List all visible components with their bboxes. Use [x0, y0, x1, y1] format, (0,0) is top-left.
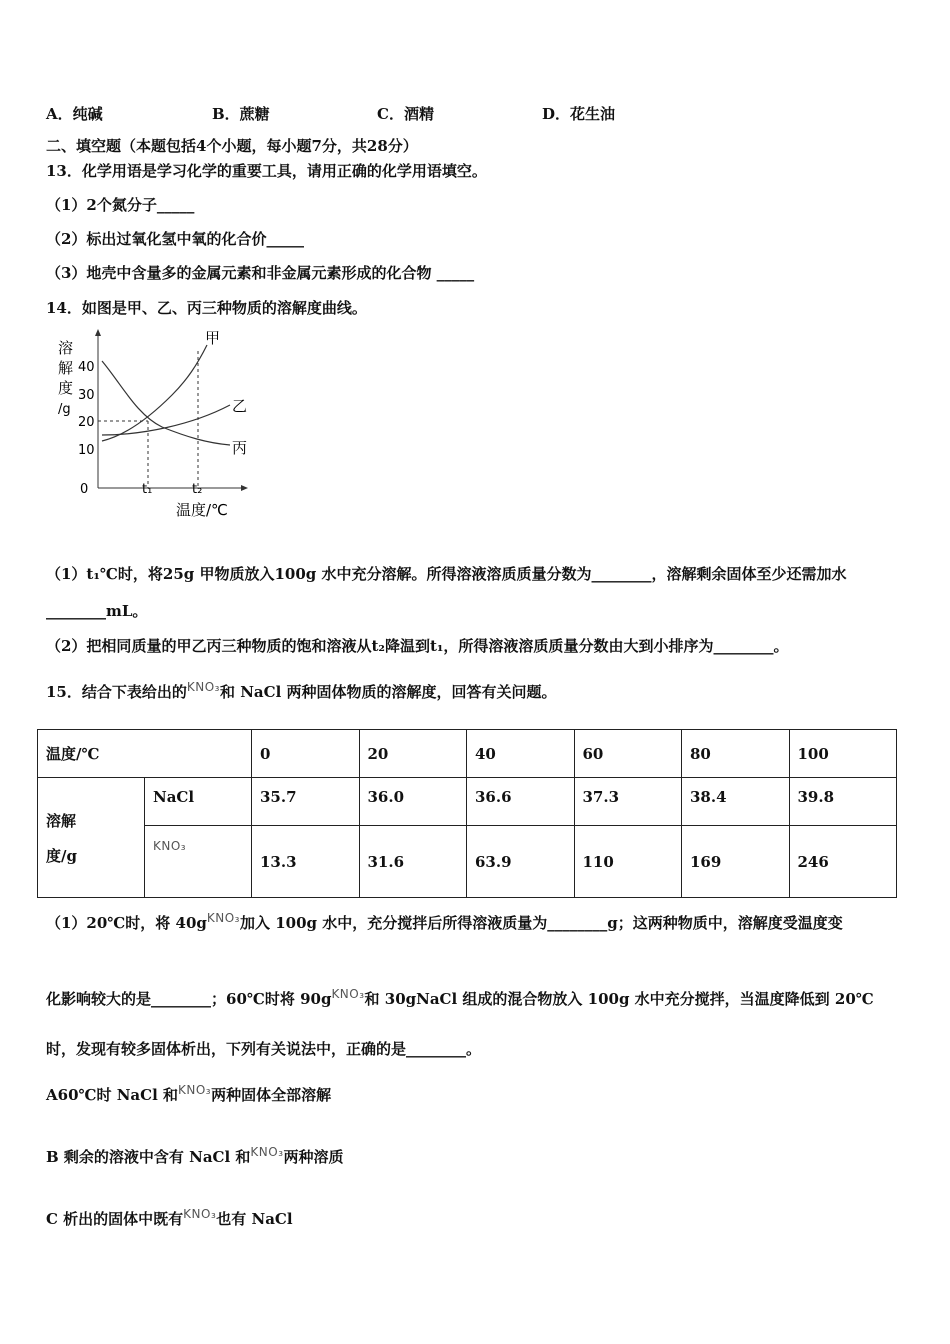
curve-bing [102, 361, 230, 445]
nacl-value: 39.8 [789, 778, 897, 826]
y-tick: 40 [78, 360, 95, 375]
q14-part1-line1: （1）t₁℃时，将25g 甲物质放入100g 水中充分溶解。所得溶液溶质质量分数为________，溶解剩余固体至少还需加水 [46, 565, 847, 583]
q15-option-c: C 析出的固体中既有$^{KNO_3}$也有 NaCl [46, 1207, 293, 1228]
q13-stem: 13．化学用语是学习化学的重要工具，请用正确的化学用语填空。 [46, 162, 487, 180]
x-axis-arrow [241, 485, 248, 491]
kno3-value: 110 [574, 826, 682, 898]
curve-label-yi: 乙 [232, 397, 248, 415]
q14-part2: （2）把相同质量的甲乙丙三种物质的饱和溶液从t₂降温到t₁，所得溶液溶质质量分数由大到小排序为________。 [46, 637, 789, 655]
y-label-char: /g [58, 402, 71, 417]
q13-part2: （2）标出过氧化氢中氧的化合价_____ [46, 230, 304, 248]
q15-stem: 15．结合下表给出的$^{KNO_3}$和 NaCl 两种固体物质的溶解度，回答有关问题。 [46, 680, 557, 701]
nacl-label: NaCl [145, 778, 252, 826]
curve-label-bing: 丙 [232, 439, 248, 457]
kno3-value: 246 [789, 826, 897, 898]
solubility-curve-graph [52, 325, 262, 525]
q14-stem: 14．如图是甲、乙、丙三种物质的溶解度曲线。 [46, 299, 367, 317]
nacl-value: 35.7 [252, 778, 360, 826]
temp-cell: 0 [252, 730, 360, 778]
option-a: A．纯碱 [46, 105, 103, 123]
y-label-char: 溶 [58, 339, 74, 357]
y-label-char: 度 [58, 379, 74, 397]
kno3-value: 169 [682, 826, 790, 898]
x-tick-t2: t₂ [192, 482, 203, 497]
kno3-formula: KNO₃ [331, 987, 365, 1001]
temp-cell: 20 [359, 730, 467, 778]
y-tick: 30 [78, 388, 95, 403]
temp-cell: 40 [467, 730, 575, 778]
nacl-value: 36.0 [359, 778, 467, 826]
kno3-value: 63.9 [467, 826, 575, 898]
q13-part3: （3）地壳中含量多的金属元素和非金属元素形成的化合物 _____ [46, 264, 475, 282]
kno3-formula: KNO₃ [250, 1145, 284, 1159]
temp-cell: 80 [682, 730, 790, 778]
q15-option-b: B 剩余的溶液中含有 NaCl 和$^{KNO_3}$两种溶质 [46, 1145, 344, 1166]
kno3-formula: KNO₃ [206, 911, 240, 925]
temp-cell: 100 [789, 730, 897, 778]
header-temperature: 温度/℃ [38, 730, 252, 778]
q15-part1-line3: 时，发现有较多固体析出，下列有关说法中，正确的是________。 [46, 1040, 482, 1058]
curve-jia [102, 345, 207, 441]
kno3-formula: KNO₃ [183, 1207, 217, 1221]
curve-yi [102, 405, 230, 435]
option-b: B．蔗糖 [212, 105, 270, 123]
section-header: 二、填空题（本题包括4个小题，每小题7分，共28分） [46, 137, 418, 155]
y-tick: 10 [78, 443, 95, 458]
kno3-value: 13.3 [252, 826, 360, 898]
q14-part1-line2: ________mL。 [46, 602, 148, 620]
kno3-label: KNO₃ [145, 826, 252, 898]
y-tick: 20 [78, 415, 95, 430]
q15-option-a: A60℃时 NaCl 和$^{KNO_3}$两种固体全部溶解 [46, 1083, 332, 1104]
x-tick-t1: t₁ [142, 482, 153, 497]
option-d: D．花生油 [542, 105, 616, 123]
q13-part1: （1）2个氮分子_____ [46, 196, 195, 214]
kno3-formula: KNO₃ [186, 680, 220, 694]
temp-cell: 60 [574, 730, 682, 778]
q15-part1-line2: 化影响较大的是________；60℃时将 $90g^{KNO_3}$和 30gNaCl 组成的混合物放入 100g 水中充分搅拌，当温度降低到 20℃ [46, 987, 874, 1008]
nacl-value: 37.3 [574, 778, 682, 826]
nacl-value: 38.4 [682, 778, 790, 826]
x-axis-label: 温度/℃ [176, 501, 228, 519]
q15-part1-line1: （1）20℃时，将 $40g^{KNO_3}$加入 100g 水中，充分搅拌后所得溶液质量为________g；这两种物质中，溶解度受温度变 [46, 911, 843, 932]
solubility-table [37, 729, 897, 898]
kno3-value: 31.6 [359, 826, 467, 898]
kno3-formula: KNO₃ [178, 1083, 212, 1097]
option-c: C．酒精 [377, 105, 434, 123]
y-label-char: 解 [58, 359, 74, 377]
nacl-value: 36.6 [467, 778, 575, 826]
origin-label: 0 [80, 482, 89, 497]
y-axis-arrow [95, 329, 101, 336]
curve-label-jia: 甲 [205, 329, 221, 347]
row-group-label: 溶解 度/g [38, 778, 145, 898]
